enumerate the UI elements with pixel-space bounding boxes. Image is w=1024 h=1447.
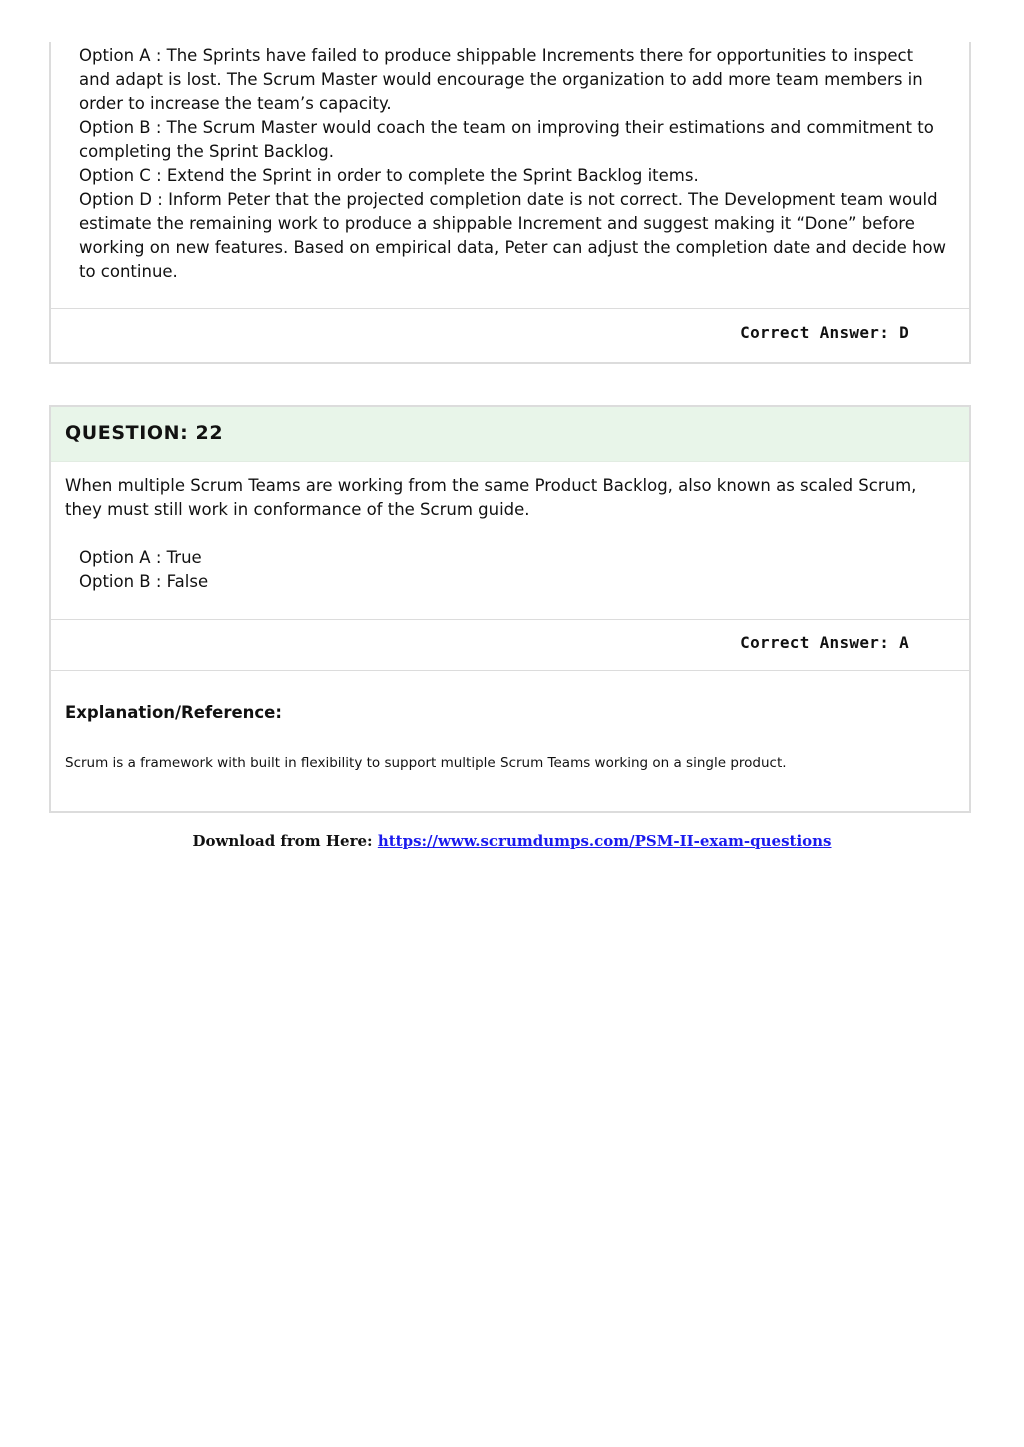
explanation-title: Explanation/Reference:: [65, 703, 282, 722]
correct-answer: Correct Answer: A: [740, 633, 909, 652]
answer-divider: [51, 619, 969, 620]
question-22-card: [49, 405, 971, 813]
previous-options-list: [79, 44, 949, 284]
option-b: Option B : False: [79, 572, 209, 591]
download-footer: [0, 832, 1024, 850]
previous-question-card: [49, 42, 971, 364]
correct-answer: Correct Answer: D: [740, 323, 909, 342]
explanation-divider: [51, 670, 969, 671]
answer-divider: [51, 308, 969, 309]
question-options-list: [79, 546, 949, 594]
option-d: Option D : Inform Peter that the projected completion date is not correct. The Development team would estimate the remaining work to produce a shippable Increment and suggest making it “Done” before working on new features. Based on empirical data, Peter can adjust the completion date and decide how to continue.: [79, 190, 947, 281]
download-link[interactable]: https://www.scrumdumps.com/PSM-II-exam-questions: [377, 832, 832, 850]
option-c: Option C : Extend the Sprint in order to complete the Sprint Backlog items.: [79, 166, 699, 185]
explanation-text: Scrum is a framework with built in flexibility to support multiple Scrum Teams working on a single product.: [65, 755, 787, 771]
option-b: Option B : The Scrum Master would coach the team on improving their estimations and commitment to completing the Sprint Backlog.: [79, 118, 934, 161]
question-header: [51, 407, 969, 462]
option-a: Option A : True: [79, 548, 202, 567]
question-title: QUESTION: 22: [65, 422, 224, 444]
option-a: Option A : The Sprints have failed to produce shippable Increments there for opportunities to inspect and adapt is lost. The Scrum Master would encourage the organization to add more team members in order to increase the team’s capacity.: [79, 46, 923, 113]
download-label: Download from Here:: [192, 832, 373, 850]
question-text: When multiple Scrum Teams are working from the same Product Backlog, also known as scaled Scrum, they must still work in conformance of the Scrum guide.: [65, 476, 917, 519]
